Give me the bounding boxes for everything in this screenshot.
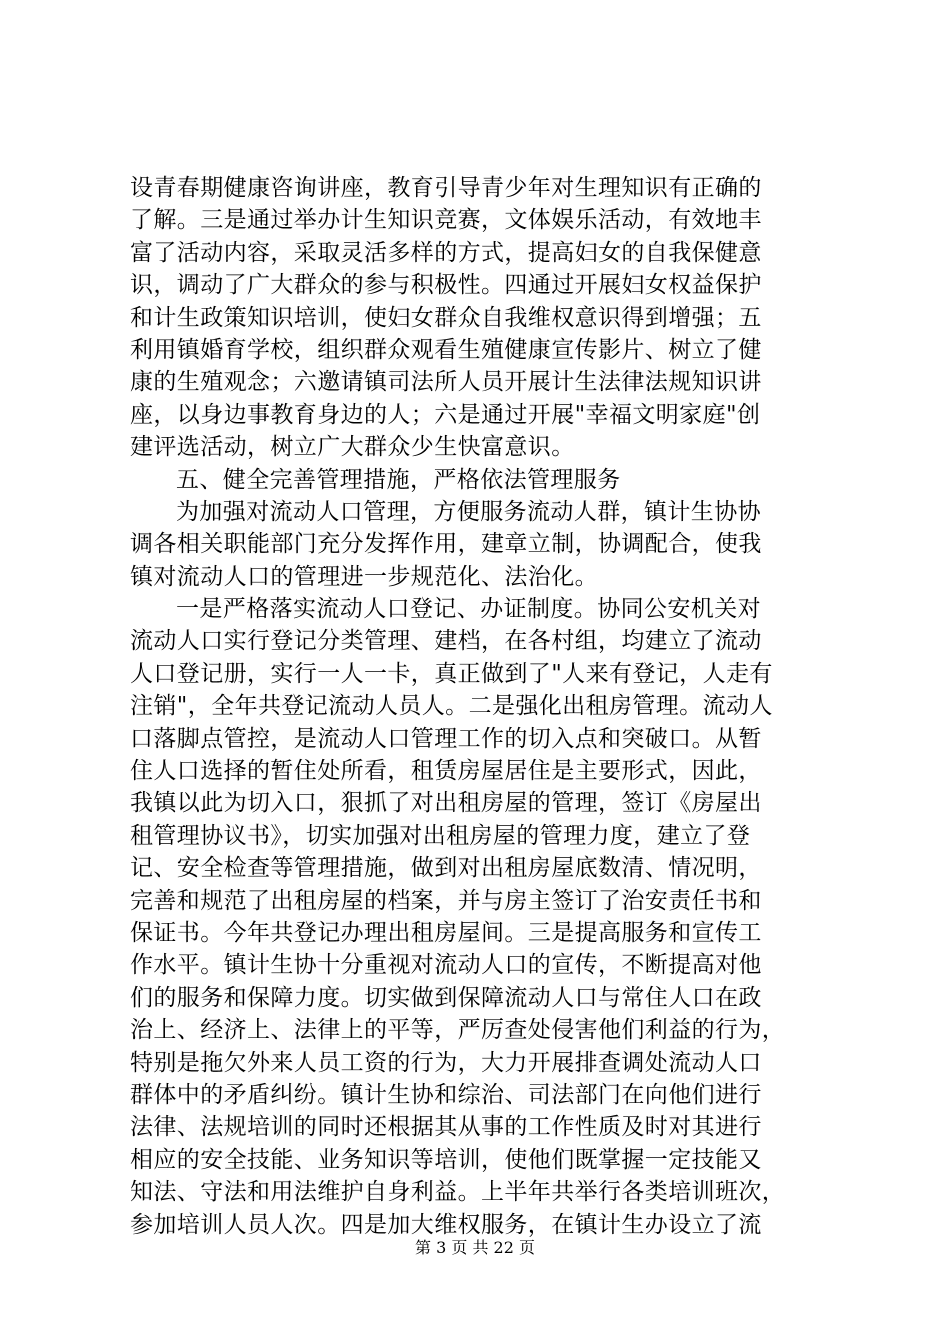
text-line: 特别是拖欠外来人员工资的行为，大力开展排查调处流动人口 bbox=[130, 1049, 762, 1076]
text-line: 口落脚点管控，是流动人口管理工作的切入点和突破口。从暂 bbox=[130, 725, 762, 752]
body-text bbox=[130, 172, 830, 1241]
page-number-label: 第 3 页 共 22 页 bbox=[415, 1238, 535, 1257]
text-line: 康的生殖观念；六邀请镇司法所人员开展计生法律法规知识讲 bbox=[130, 369, 762, 396]
text-line: 注销"，全年共登记流动人员人。二是强化出租房管理。流动人 bbox=[130, 693, 773, 720]
text-line: 和计生政策知识培训，使妇女群众自我维权意识得到增强；五 bbox=[130, 304, 762, 331]
text-line: 镇对流动人口的管理进一步规范化、法治化。 bbox=[130, 563, 598, 590]
text-line: 记、安全检查等管理措施，做到对出租房屋底数清、情况明， bbox=[130, 855, 762, 882]
text-line: 人口登记册，实行一人一卡，真正做到了"人来有登记，人走有 bbox=[130, 660, 773, 687]
text-line: 识，调动了广大群众的参与积极性。四通过开展妇女权益保护 bbox=[130, 272, 762, 299]
text-line: 一是严格落实流动人口登记、办证制度。协同公安机关对 bbox=[176, 596, 761, 623]
text-line: 我镇以此为切入口，狠抓了对出租房屋的管理，签订《房屋出 bbox=[130, 790, 762, 817]
text-line: 富了活动内容，采取灵活多样的方式，提高妇女的自我保健意 bbox=[130, 239, 762, 266]
text-line: 为加强对流动人口管理，方便服务流动人群，镇计生协协 bbox=[176, 498, 761, 525]
text-line: 设青春期健康咨询讲座，教育引导青少年对生理知识有正确的 bbox=[130, 175, 762, 201]
section-heading: 五、健全完善管理措施，严格依法管理服务 bbox=[176, 466, 621, 493]
text-line: 们的服务和保障力度。切实做到保障流动人口与常住人口在政 bbox=[130, 984, 762, 1011]
text-line: 作水平。镇计生协十分重视对流动人口的宣传，不断提高对他 bbox=[130, 952, 762, 979]
text-line: 流动人口实行登记分类管理、建档，在各村组，均建立了流动 bbox=[130, 628, 762, 655]
text-line: 座，以身边事教育身边的人；六是通过开展"幸福文明家庭"创 bbox=[130, 401, 761, 428]
text-line: 治上、经济上、法律上的平等，严厉查处侵害他们利益的行为， bbox=[130, 1017, 786, 1044]
text-line: 调各相关职能部门充分发挥作用，建章立制，协调配合，使我 bbox=[130, 531, 762, 558]
text-line: 法律、法规培训的同时还根据其从事的工作性质及时对其进行 bbox=[130, 1114, 762, 1141]
page-footer bbox=[0, 1238, 950, 1258]
text-line: 参加培训人员人次。四是加大维权服务，在镇计生办设立了流 bbox=[130, 1211, 762, 1238]
text-line: 完善和规范了出租房屋的档案，并与房主签订了治安责任书和 bbox=[130, 887, 762, 914]
text-line: 住人口选择的暂住处所看，租赁房屋居住是主要形式，因此， bbox=[130, 758, 762, 785]
text-line: 群体中的矛盾纠纷。镇计生协和综治、司法部门在向他们进行 bbox=[130, 1081, 762, 1108]
text-line: 利用镇婚育学校，组织群众观看生殖健康宣传影片、树立了健 bbox=[130, 336, 762, 363]
text-line: 保证书。今年共登记办理出租房屋间。三是提高服务和宣传工 bbox=[130, 919, 762, 946]
text-line: 租管理协议书》，切实加强对出租房屋的管理力度，建立了登 bbox=[130, 822, 751, 849]
text-line: 建评选活动，树立广大群众少生快富意识。 bbox=[130, 434, 575, 461]
text-line: 了解。三是通过举办计生知识竞赛，文体娱乐活动，有效地丰 bbox=[130, 207, 762, 234]
text-line: 相应的安全技能、业务知识等培训，使他们既掌握一定技能又 bbox=[130, 1146, 762, 1173]
text-line: 知法、守法和用法维护自身利益。上半年共举行各类培训班次， bbox=[130, 1179, 786, 1206]
